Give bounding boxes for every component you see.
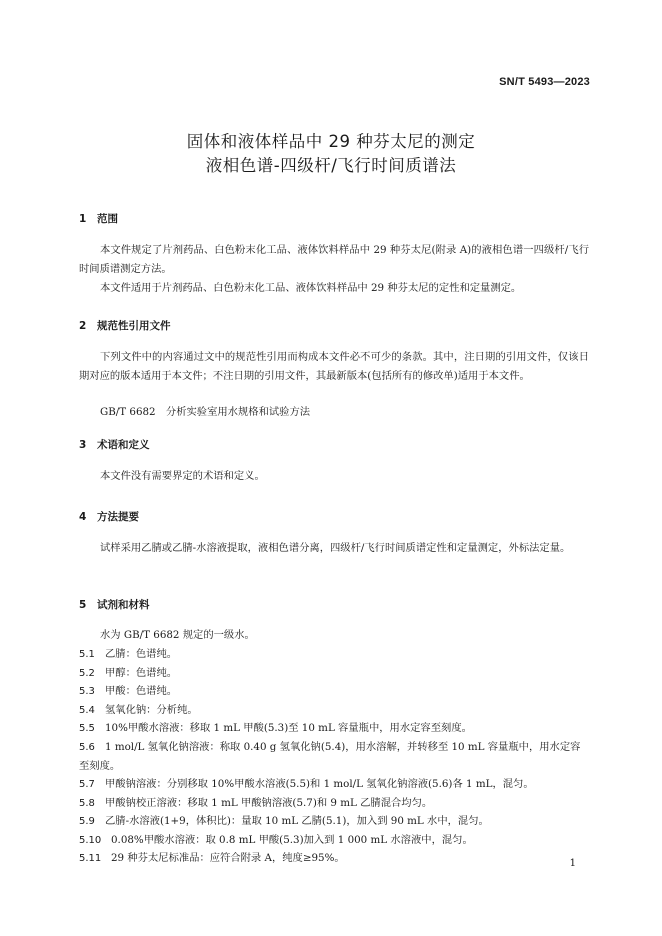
reagent-item-text: 10%甲酸水溶液：移取 1 mL 甲酸(5.3)至 10 mL 容量瓶中，用水定容至刻度。 [105, 722, 472, 734]
section-title: 试剂和材料 [97, 599, 150, 611]
section-title: 方法提要 [97, 511, 139, 523]
reagent-item-number: 5.3 [79, 686, 95, 697]
reagent-item-number: 5.8 [79, 798, 95, 809]
section-number: 4 [79, 511, 87, 523]
reagent-item [79, 701, 589, 720]
reagent-item-number: 5.11 [79, 853, 102, 864]
reagent-item-number: 5.1 [79, 649, 95, 660]
references-paragraph: 下列文件中的内容通过文中的规范性引用而构成本文件必不可少的条款。其中，注日期的引用文件，仅该日期对应的版本适用于本文件；不注日期的引用文件，其最新版本(包括所有的修改单)适用于本文件。 [79, 351, 589, 382]
reagent-item-number: 5.10 [79, 835, 102, 846]
reagent-item-text: 甲酸：色谱纯。 [105, 685, 178, 697]
reagent-item [79, 738, 589, 776]
scope-paragraph-2: 本文件适用于片剂药品、白色粉末化工品、液体饮料样品中 29 种芬太尼的定性和定量测定。 [100, 282, 522, 294]
reagent-item [79, 719, 589, 738]
reagent-item-text: 甲酸钠溶液：分别移取 10%甲酸水溶液(5.5)和 1 mol/L 氢氧化钠溶液(5.6)各 1 mL，混匀。 [105, 778, 534, 790]
section-title: 范围 [97, 213, 118, 225]
reagent-item-text: 甲醇：色谱纯。 [105, 667, 178, 679]
reagent-item-text: 氢氧化钠：分析纯。 [105, 704, 198, 716]
reagent-item [79, 831, 589, 850]
reagent-item-number: 5.4 [79, 705, 95, 716]
section-title: 术语和定义 [97, 439, 150, 451]
title-line-1: 固体和液体样品中 29 种芬太尼的测定 [186, 132, 476, 151]
section-heading-terms [79, 437, 150, 452]
section-title: 规范性引用文件 [97, 320, 171, 332]
page-number: 1 [569, 858, 576, 869]
reagent-item-text: 1 mol/L 氢氧化钠溶液：称取 0.40 g 氢氧化钠(5.4)，用水溶解，并转移至 10 mL 容量瓶中，用水定容至刻度。 [79, 741, 581, 772]
reagent-item [79, 645, 589, 664]
reagent-item-number: 5.9 [79, 816, 95, 827]
scope-paragraph-1: 本文件规定了片剂药品、白色粉末化工品、液体饮料样品中 29 种芬太尼(附录 A)的液相色谱一四级杆/飞行时间质谱测定方法。 [79, 244, 589, 275]
reagent-item [79, 775, 589, 794]
reagents-intro: 水为 GB/T 6682 规定的一级水。 [100, 629, 255, 641]
section-number: 3 [79, 439, 87, 451]
reagent-item [79, 812, 589, 831]
section-heading-reagents [79, 597, 150, 612]
section-heading-normative-references [79, 318, 171, 333]
terms-paragraph: 本文件没有需要界定的术语和定义。 [100, 470, 265, 482]
reagent-item-text: 乙腈：色谱纯。 [105, 648, 178, 660]
standard-code: SN/T 5493—2023 [499, 76, 590, 88]
reagent-item-text: 29 种芬太尼标准品：应符合附录 A，纯度≥95%。 [111, 852, 345, 864]
section-heading-principle [79, 509, 139, 524]
document-title [0, 130, 662, 178]
reagent-item-number: 5.7 [79, 779, 95, 790]
reference-item-gbt6682: GB/T 6682 分析实验室用水规格和试验方法 [100, 406, 311, 418]
section-number: 5 [79, 599, 87, 611]
section-number: 1 [79, 213, 87, 225]
reagent-item-number: 5.5 [79, 723, 95, 734]
section-number: 2 [79, 320, 87, 332]
reagent-item [79, 794, 589, 813]
reagent-item [79, 664, 589, 683]
reagent-item-number: 5.6 [79, 742, 95, 753]
section-heading-scope [79, 211, 118, 226]
reagent-item-text: 乙腈-水溶液(1+9，体积比)：量取 10 mL 乙腈(5.1)，加入到 90 mL 水中，混匀。 [105, 815, 489, 827]
reagent-item [79, 682, 589, 701]
reagent-item [79, 849, 589, 868]
title-line-2: 液相色谱-四级杆/飞行时间质谱法 [205, 156, 457, 175]
reagent-item-number: 5.2 [79, 668, 95, 679]
reagent-item-text: 甲酸钠校正溶液：移取 1 mL 甲酸钠溶液(5.7)和 9 mL 乙腈混合均匀。 [105, 797, 433, 809]
principle-paragraph: 试样采用乙腈或乙腈-水溶液提取，液相色谱分离，四级杆/飞行时间质谱定性和定量测定，外标法定量。 [100, 542, 571, 554]
reagent-item-text: 0.08%甲酸水溶液：取 0.8 mL 甲酸(5.3)加入到 1 000 mL 水溶液中，混匀。 [111, 834, 473, 846]
